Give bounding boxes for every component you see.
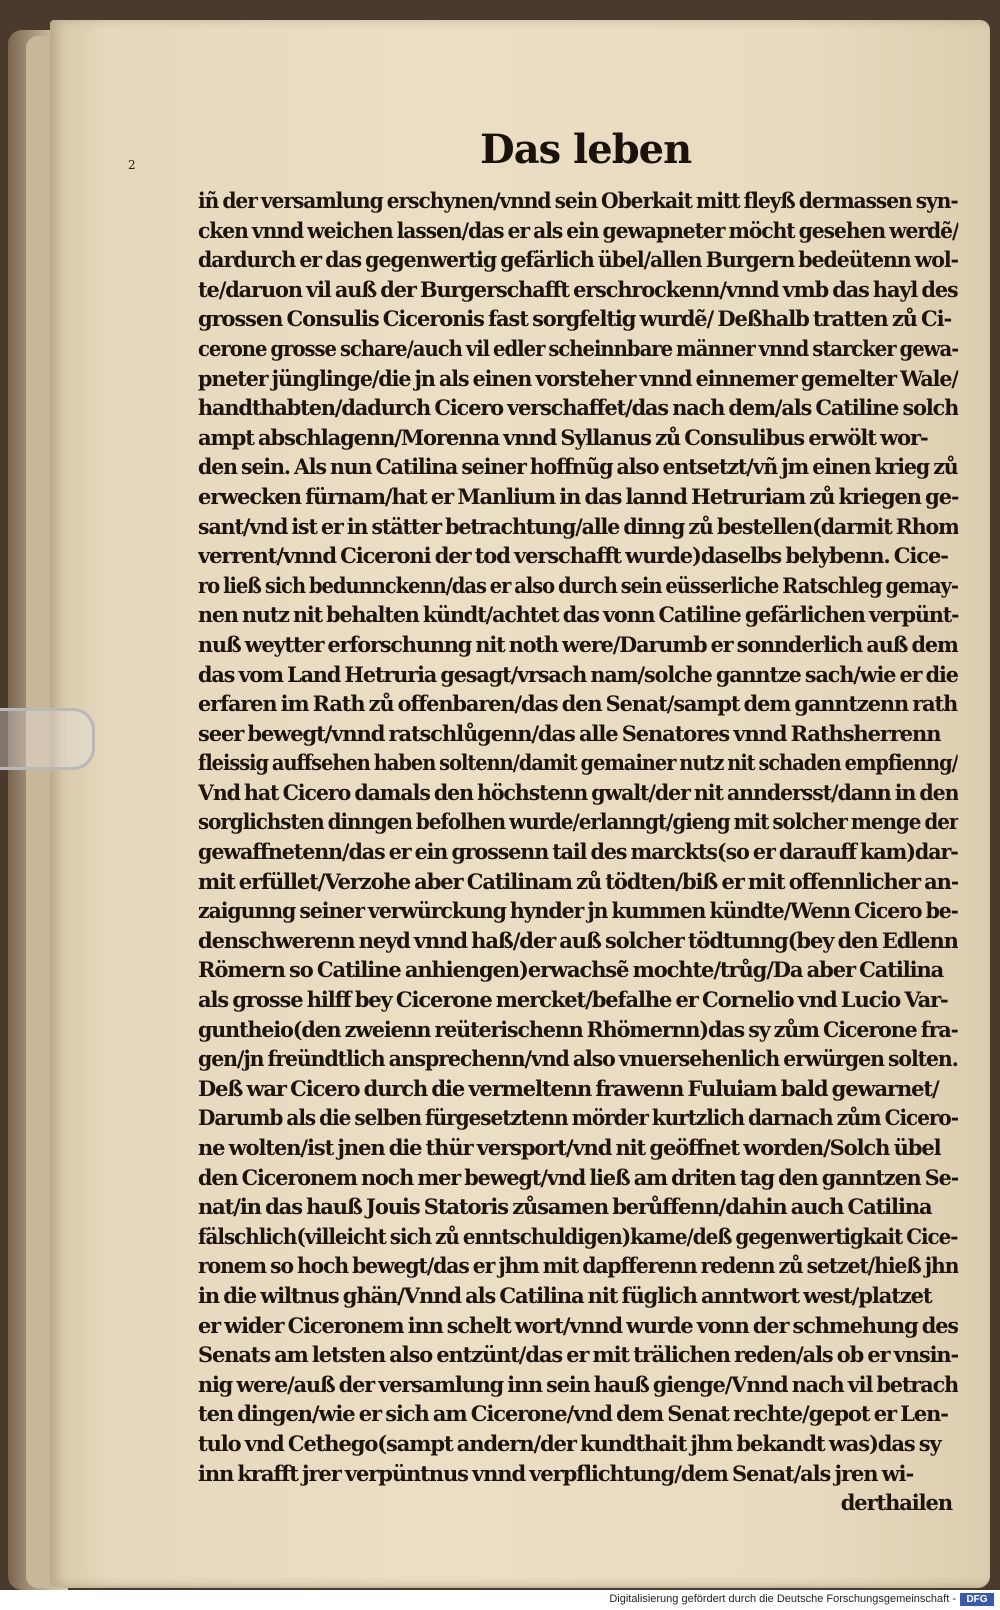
- text-line: denschwerenn neyd vnnd haß/der auß solcher tödtunng(bey den Edlenn: [198, 927, 958, 953]
- text-line: erwecken fürnam/hat er Manlium in das lannd Hetruriam zů kriegen ge-: [198, 483, 959, 509]
- text-line: sant/vnd ist er in stätter betrachtung/alle dinng zů bestellen(darmit Rhom: [198, 513, 959, 539]
- text-line: er wider Ciceronem inn schelt wort/vnnd wurde vonn der schmehung des: [198, 1312, 958, 1338]
- text-line: den Ciceronem noch mer bewegt/vnd ließ am driten tag den ganntzen Se-: [198, 1164, 959, 1190]
- dfg-logo: DFG: [960, 1593, 994, 1606]
- text-line: gewaffnetenn/das er ein grossenn tail des marckts(so er darauff kam)dar-: [198, 839, 958, 865]
- text-line: nuß weytter erforschunng nit noth were/Darumb er sonnderlich auß dem: [198, 631, 958, 657]
- text-line: als grosse hilff bey Cicerone mercket/befalhe er Cornelio vnd Lucio Var-: [198, 987, 948, 1013]
- text-line: den sein. Als nun Catilina seiner hoffnũg also entsetzt/vñ jm einen krieg zů: [198, 454, 958, 480]
- catchword: derthailen: [840, 1490, 952, 1516]
- body-text: [198, 186, 958, 1518]
- text-line: ronem so hoch bewegt/das er jhm mit dapfferenn redenn zů setzet/hieß jhn: [198, 1253, 959, 1279]
- text-line: handthabten/dadurch Cicero verschaffet/das nach dem/als Catiline solch: [198, 395, 959, 421]
- text-line: ne wolten/ist jnen die thür versport/vnd nit geöffnet worden/Solch übel: [198, 1135, 941, 1160]
- text-line: guntheio(den zweienn reüterischenn Rhömernn)das sy zům Cicerone fra-: [198, 1016, 958, 1042]
- text-line: Römern so Catiline anhiengen)erwachsẽ mochte/trůg/Da aber Catilina: [198, 957, 944, 983]
- text-line: erfaren im Rath zů offenbaren/das den Senat/sampt dem ganntzenn rath: [198, 691, 958, 717]
- paper-clip: [0, 708, 95, 770]
- text-line: Senats am letsten also entzünt/das er mit trälichen reden/als ob er vnsin-: [198, 1342, 958, 1368]
- text-line: inn krafft jrer verpüntnus vnnd verpflichtung/dem Senat/als jren wi-: [198, 1460, 914, 1486]
- text-line: verrent/vnnd Ciceroni der tod verschafft wurde)daselbs belybenn. Cice-: [198, 543, 948, 569]
- text-line: sorglichsten dinngen befolhen wurde/erlanngt/gieng mit solcher menge der: [198, 809, 959, 835]
- text-line: grossen Consulis Ciceronis fast sorgfeltig wurdẽ/ Deßhalb tratten zů Ci-: [198, 306, 952, 332]
- text-line: Deß war Cicero durch die vermeltenn frawenn Fuluiam bald gewarnet/: [198, 1075, 939, 1101]
- text-line: zaigunng seiner verwürckung hynder jn kummen kündte/Wenn Cicero be-: [198, 898, 958, 924]
- text-line: cken vnnd weichen lassen/das er als ein gewapneter möcht gesehen werdẽ/: [198, 217, 959, 243]
- running-header: Das leben: [480, 126, 692, 173]
- text-line: Vnd hat Cicero damals den höchstenn gwalt/der nit anndersst/dann in den: [198, 779, 959, 805]
- footer-credit: Digitalisierung gefördert durch die Deutsche Forschungsgemeinschaft -: [609, 1593, 956, 1605]
- text-line: nen nutz nit behalten kündt/achtet das vonn Catiline gefärlichen verpünt-: [198, 602, 959, 628]
- text-line: ro ließ sich bedunnckenn/das er also durch sein eüsserliche Ratschleg gemay-: [198, 572, 958, 598]
- text-line: das vom Land Hetruria gesagt/vrsach nam/solche ganntze sach/wie er die: [198, 661, 958, 687]
- footer-bar: [0, 1590, 1000, 1610]
- text-line: mit erfüllet/Verzohe aber Catilinam zů tödten/biß er mit offennlicher an-: [198, 868, 958, 894]
- text-line: ampt abschlagenn/Morenna vnnd Syllanus zů Consulibus erwölt wor-: [198, 424, 928, 450]
- text-line: seer bewegt/vnnd ratschlůgenn/das alle Senatores vnnd Rathsherrenn: [198, 720, 941, 746]
- text-line: cerone grosse schare/auch vil edler scheinnbare männer vnnd starcker gewa-: [198, 335, 959, 361]
- text-line: nat/in das hauß Jouis Statoris zůsamen berůffenn/dahin auch Catilina: [198, 1194, 932, 1220]
- text-line: fleissig auffsehen haben soltenn/damit gemainer nutz nit schaden empfienng/: [198, 750, 958, 776]
- text-line: in die wiltnus ghän/Vnnd als Catilina nit füglich anntwort west/platzet: [198, 1282, 932, 1308]
- text-line: nig were/auß der versamlung inn sein hauß gienge/Vnnd nach vil betrach: [198, 1371, 958, 1397]
- text-line: ten dingen/wie er sich am Cicerone/vnd dem Senat rechte/gepot er Len-: [198, 1401, 948, 1427]
- text-line: Darumb als die selben fürgesetztenn mörder kurtzlich darnach zům Cicero-: [198, 1105, 958, 1131]
- text-line: fälschlich(villeicht sich zů enntschuldigen)kame/deß gegenwertigkait Cice-: [198, 1223, 958, 1249]
- text-line: te/daruon vil auß der Burgerschafft erschrockenn/vnnd vmb das hayl des: [198, 276, 958, 302]
- text-line: dardurch er das gegenwertig gefärlich übel/allen Burgern bedeütenn wol-: [198, 247, 958, 273]
- page-mark: 2: [128, 158, 136, 172]
- text-line: iñ der versamlung erschynen/vnnd sein Oberkait mitt fleyß dermassen syn-: [198, 188, 958, 213]
- text-line: gen/jn freündtlich ansprechenn/vnd also vnuersehenlich erwürgen solten.: [198, 1046, 958, 1072]
- text-line: tulo vnd Cethego(sampt andern/der kundthait jhm bekandt was)das sy: [198, 1430, 941, 1456]
- text-line: pneter jünglinge/die jn als einen vorsteher vnnd einnemer gemelter Wale/: [198, 365, 958, 391]
